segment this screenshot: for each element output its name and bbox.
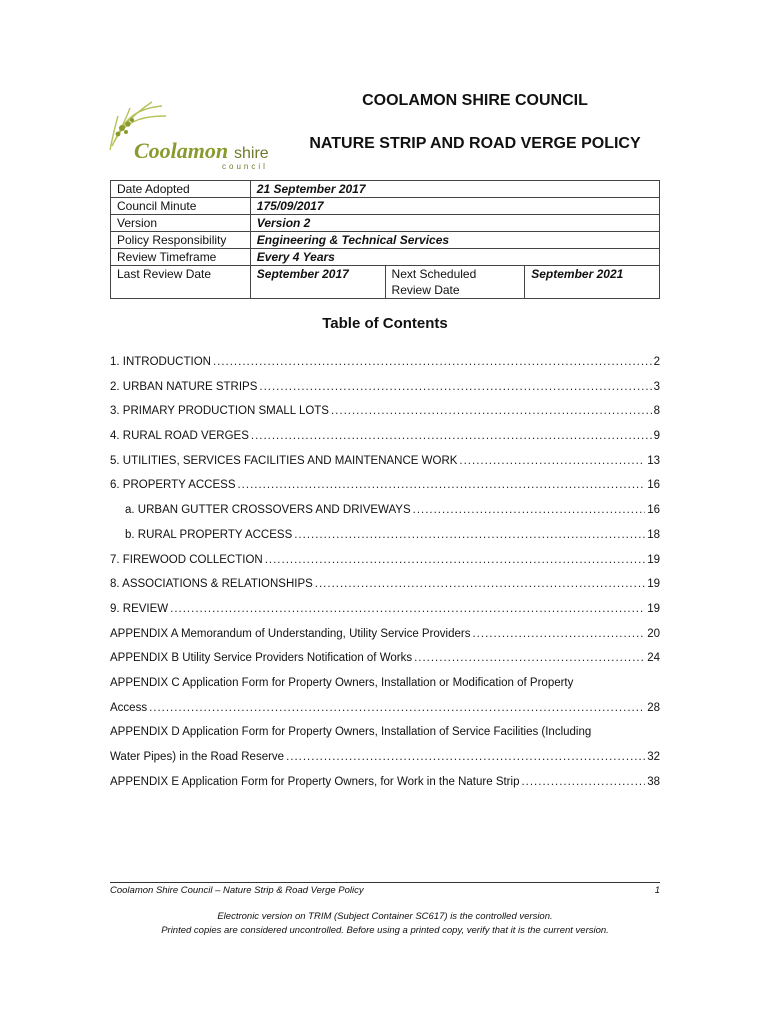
meta-label: Last Review Date	[111, 266, 251, 299]
meta-value: Engineering & Technical Services	[250, 232, 659, 249]
toc-entry[interactable]: APPENDIX B Utility Service Providers Notification of Works ..... 24	[110, 646, 660, 671]
toc-entry[interactable]: Access ..... 28	[110, 696, 660, 721]
logo-council: council	[222, 162, 268, 170]
footer-page-number: 1	[654, 885, 660, 896]
footer-title: Coolamon Shire Council – Nature Strip & Road Verge Policy	[110, 885, 364, 896]
toc-entry[interactable]: APPENDIX E Application Form for Property Owners, for Work in the Nature Strip ..... 38	[110, 770, 660, 795]
meta-value: Every 4 Years	[250, 249, 659, 266]
toc-entry[interactable]: 7. FIREWOOD COLLECTION ..... 19	[110, 548, 660, 573]
meta-value: Version 2	[250, 215, 659, 232]
toc-entry[interactable]: 2. URBAN NATURE STRIPS ..... 3	[110, 375, 660, 400]
council-logo	[104, 94, 284, 170]
controlled-version-note: Electronic version on TRIM (Subject Container SC617) is the controlled version.	[217, 911, 553, 922]
meta-label: Council Minute	[111, 198, 251, 215]
meta-label: Policy Responsibility	[111, 232, 251, 249]
toc-entry[interactable]: 9. REVIEW ..... 19	[110, 597, 660, 622]
meta-label: Date Adopted	[111, 181, 251, 198]
meta-value: 175/09/2017	[250, 198, 659, 215]
uncontrolled-copy-note: Printed copies are considered uncontrolled. Before using a printed copy, verify that it is the current version.	[161, 925, 609, 936]
footer-divider	[110, 882, 660, 883]
toc-entry[interactable]: APPENDIX A Memorandum of Understanding, Utility Service Providers ..... 20	[110, 622, 660, 647]
org-title: COOLAMON SHIRE COUNCIL	[362, 92, 588, 109]
toc-entry[interactable]: 8. ASSOCIATIONS & RELATIONSHIPS ..... 19	[110, 572, 660, 597]
toc-subentry[interactable]: a. URBAN GUTTER CROSSOVERS AND DRIVEWAYS ..... 16	[110, 498, 660, 523]
meta-value: 21 September 2017	[250, 181, 659, 198]
toc-entry-line1[interactable]: APPENDIX D Application Form for Property Owners, Installation of Service Facilities (Including	[110, 726, 592, 739]
toc-title: Table of Contents	[322, 315, 448, 332]
policy-metadata-table	[110, 180, 660, 299]
table-of-contents	[110, 350, 660, 794]
page-footer	[110, 885, 660, 896]
toc-entry[interactable]: 5. UTILITIES, SERVICES FACILITIES AND MAINTENANCE WORK ..... 13	[110, 449, 660, 474]
meta-value: September 2017	[250, 266, 385, 299]
meta-label: Next Scheduled Review Date	[385, 266, 525, 299]
logo-wordmark: Coolamon	[134, 138, 229, 163]
toc-entry-line1[interactable]: APPENDIX C Application Form for Property Owners, Installation or Modification of Property	[110, 676, 574, 689]
toc-entry[interactable]: 1. INTRODUCTION ..... 2	[110, 350, 660, 375]
meta-label: Review Timeframe	[111, 249, 251, 266]
meta-value: September 2021	[525, 266, 660, 299]
doc-title: NATURE STRIP AND ROAD VERGE POLICY	[309, 135, 641, 152]
logo-shire: shire	[234, 145, 269, 162]
toc-entry[interactable]: 6. PROPERTY ACCESS ..... 16	[110, 473, 660, 498]
toc-entry[interactable]: 4. RURAL ROAD VERGES ..... 9	[110, 424, 660, 449]
meta-label: Version	[111, 215, 251, 232]
toc-entry[interactable]: 3. PRIMARY PRODUCTION SMALL LOTS ..... 8	[110, 399, 660, 424]
toc-entry[interactable]: Water Pipes) in the Road Reserve ..... 32	[110, 745, 660, 770]
toc-subentry[interactable]: b. RURAL PROPERTY ACCESS ..... 18	[110, 523, 660, 548]
